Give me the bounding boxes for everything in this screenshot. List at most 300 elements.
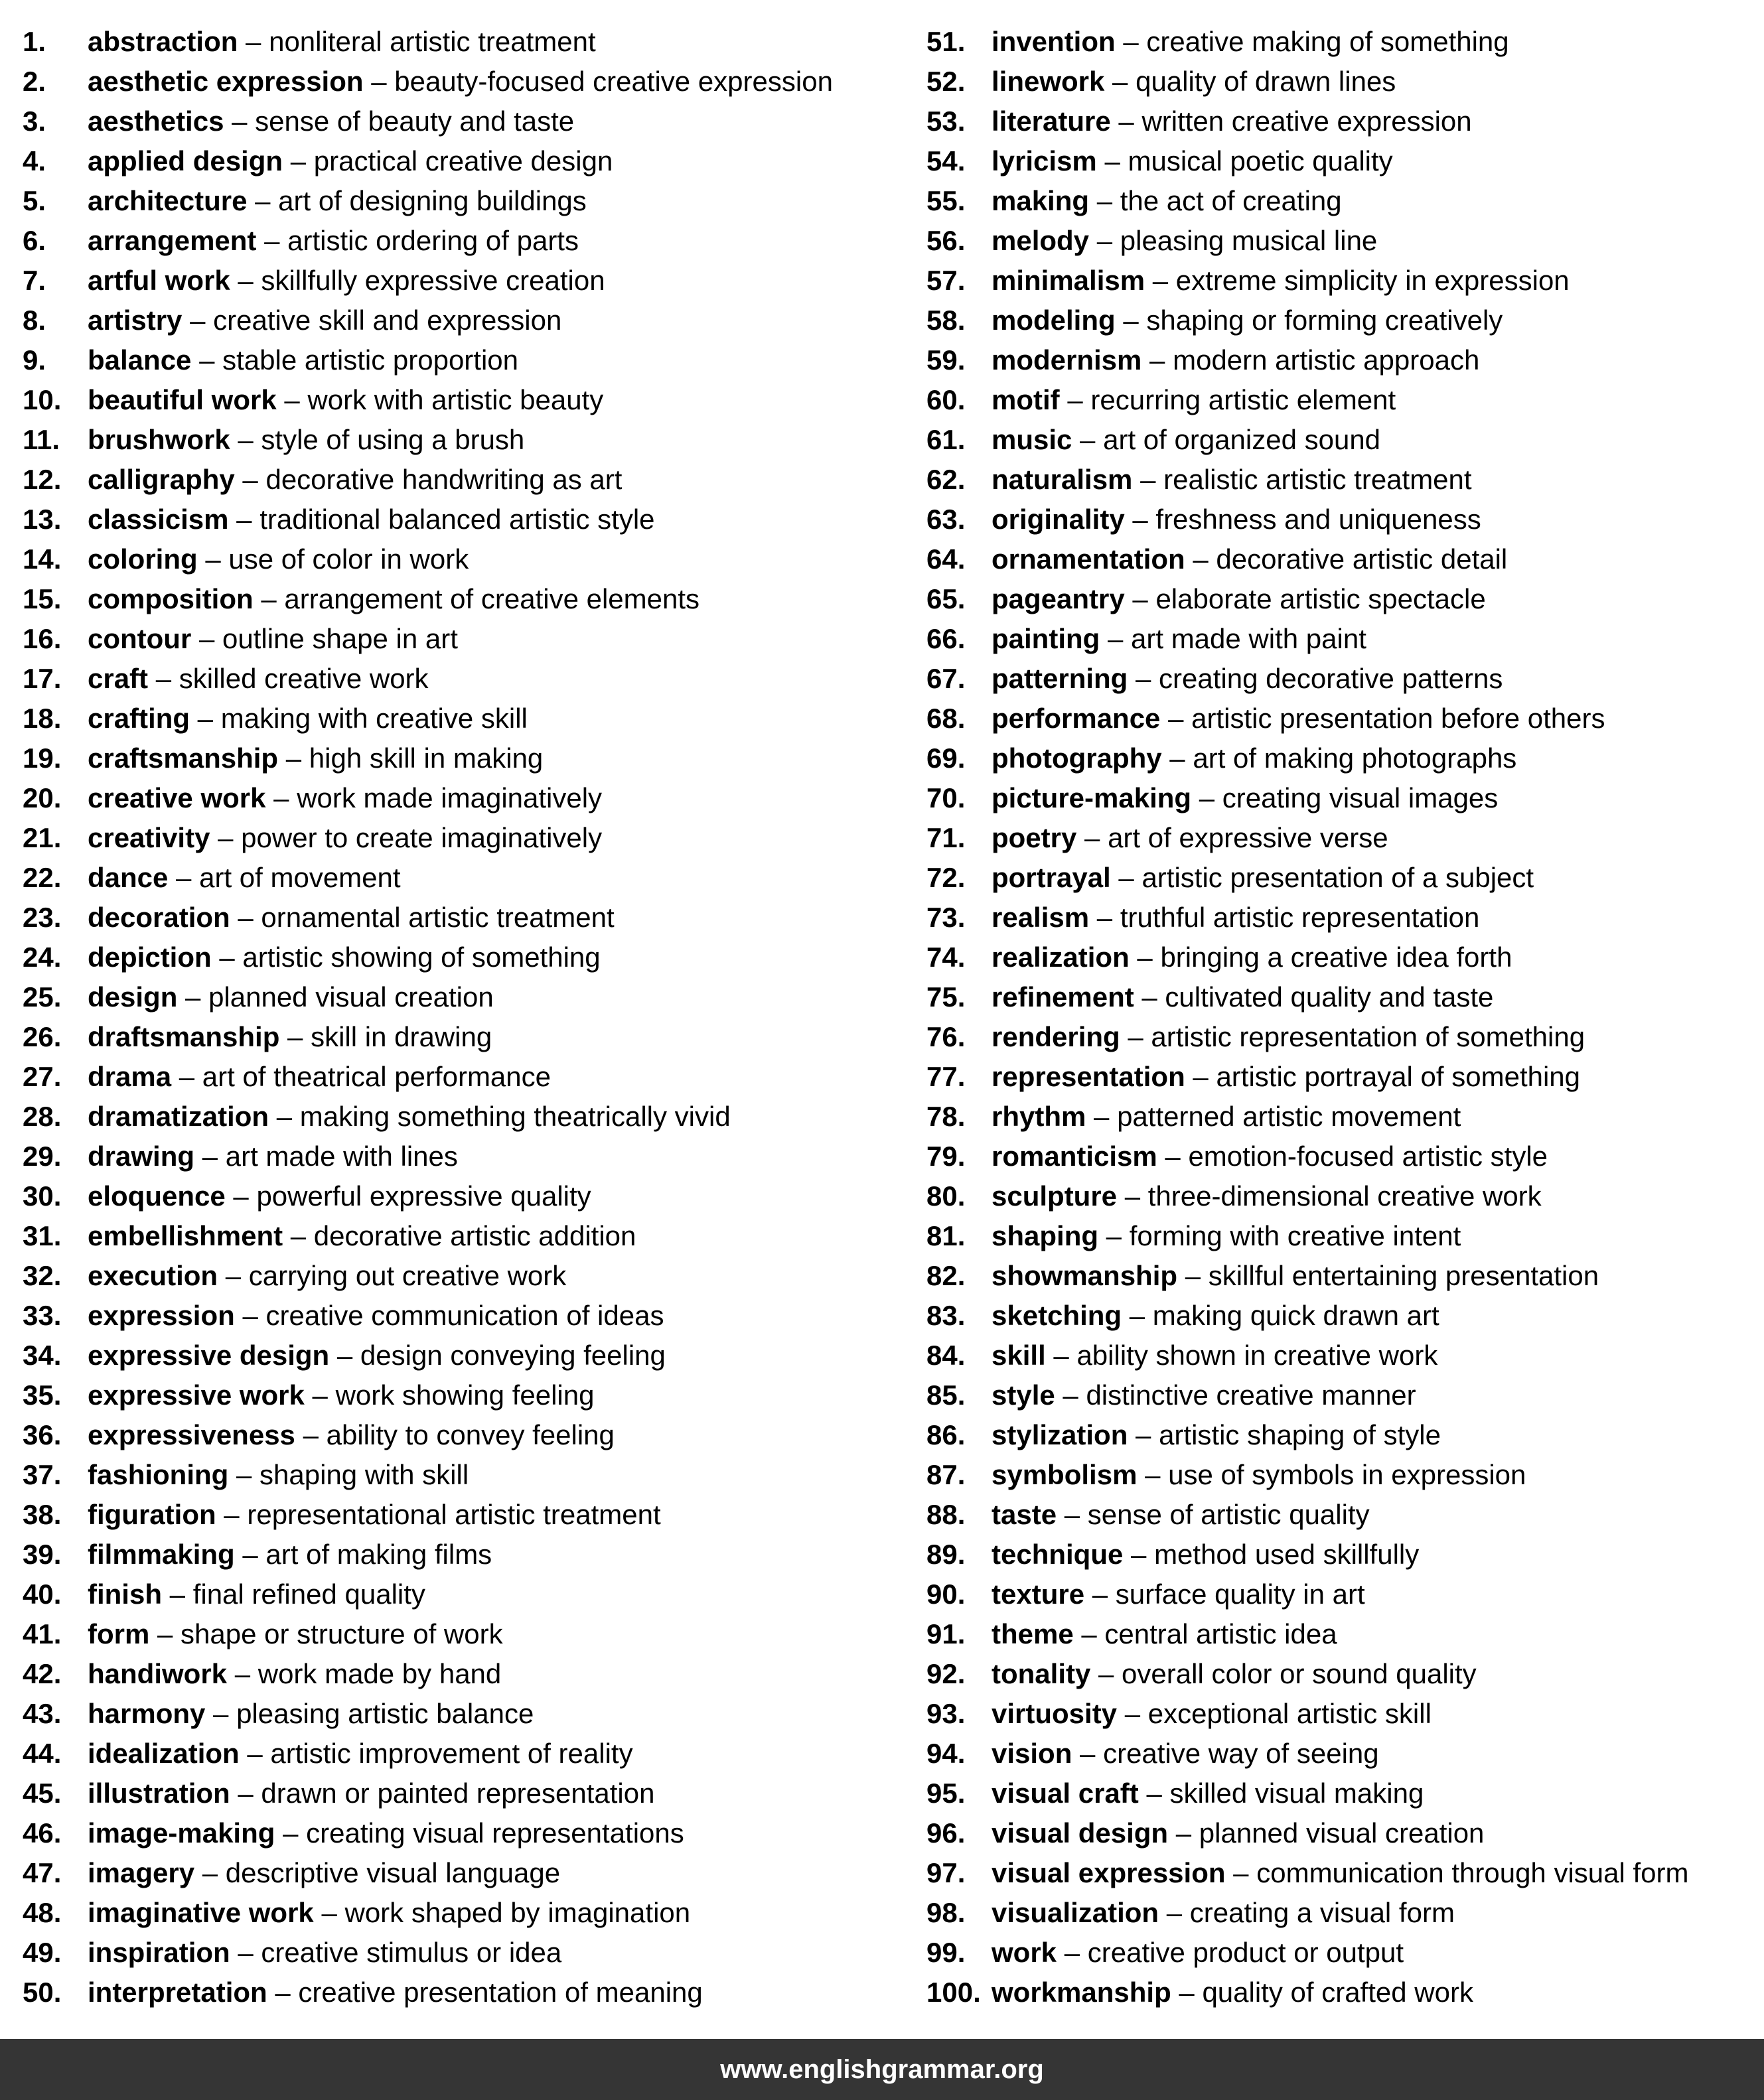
item-term: sculpture <box>992 1180 1118 1212</box>
item-separator: – <box>194 1141 226 1172</box>
item-text <box>992 619 1366 659</box>
item-text <box>992 301 1503 340</box>
item-definition: style of using a brush <box>261 424 525 455</box>
item-term: minimalism <box>992 265 1145 296</box>
item-text <box>992 500 1481 539</box>
item-definition: freshness and uniqueness <box>1155 504 1481 535</box>
item-definition: practical creative design <box>313 145 613 176</box>
item-term: expressive work <box>88 1379 305 1411</box>
item-text <box>88 1973 703 2012</box>
item-separator: – <box>211 942 243 973</box>
item-separator: – <box>1076 822 1108 853</box>
item-text <box>88 261 605 301</box>
item-separator: – <box>230 902 261 933</box>
item-term: calligraphy <box>88 464 235 495</box>
item-separator: – <box>1089 185 1120 216</box>
list-item <box>926 1097 1756 1137</box>
item-definition: the act of creating <box>1120 185 1342 216</box>
item-text <box>88 1734 633 1774</box>
item-separator: – <box>295 1419 327 1450</box>
list-item <box>23 738 899 778</box>
item-term: rhythm <box>992 1101 1086 1132</box>
item-text <box>88 1535 492 1575</box>
item-separator: – <box>1134 981 1165 1013</box>
item-number: 53. <box>926 105 966 137</box>
item-text <box>992 1973 1473 2012</box>
item-number: 17. <box>23 663 62 694</box>
list-item <box>926 1973 1756 2012</box>
item-term: creative work <box>88 782 266 813</box>
item-term: tonality <box>992 1658 1091 1689</box>
item-text <box>88 938 601 977</box>
item-text <box>992 1097 1461 1137</box>
item-number: 72. <box>926 862 966 893</box>
item-separator: – <box>1115 305 1147 336</box>
item-term: execution <box>88 1260 218 1291</box>
list-item <box>926 1893 1756 1933</box>
item-definition: creating a visual form <box>1189 1897 1455 1928</box>
item-definition: decorative artistic detail <box>1216 543 1508 575</box>
item-definition: power to create imaginatively <box>241 822 603 853</box>
item-separator: – <box>1057 1499 1088 1530</box>
list-item <box>926 500 1756 539</box>
item-term: craft <box>88 663 149 694</box>
item-number: 36. <box>23 1419 62 1450</box>
item-separator: – <box>148 663 179 694</box>
item-separator: – <box>191 344 223 376</box>
item-number: 78. <box>926 1101 966 1132</box>
list-item <box>926 659 1756 699</box>
item-text <box>992 1455 1526 1495</box>
item-definition: creating visual representations <box>306 1817 684 1849</box>
item-number: 35. <box>23 1379 62 1411</box>
list-item <box>23 1296 899 1336</box>
item-number: 58. <box>926 305 966 336</box>
list-item <box>926 1137 1756 1176</box>
item-separator: – <box>1090 1658 1122 1689</box>
item-text <box>88 818 602 858</box>
item-definition: artistic ordering of parts <box>287 225 579 256</box>
item-number: 73. <box>926 902 966 933</box>
item-number: 3. <box>23 105 46 137</box>
item-number: 82. <box>926 1260 966 1291</box>
item-definition: drawn or painted representation <box>261 1778 655 1809</box>
item-definition: artistic shaping of style <box>1159 1419 1441 1450</box>
item-text <box>992 579 1486 619</box>
item-number: 86. <box>926 1419 966 1450</box>
item-term: visualization <box>992 1897 1159 1928</box>
item-definition: creative product or output <box>1087 1937 1404 1968</box>
item-term: aesthetic expression <box>88 66 364 97</box>
item-number: 49. <box>23 1937 62 1968</box>
list-item <box>23 22 899 62</box>
list-item <box>926 1256 1756 1296</box>
item-separator: – <box>1124 504 1156 535</box>
item-term: aesthetics <box>88 105 224 137</box>
list-item <box>23 1575 899 1614</box>
item-definition: high skill in making <box>309 742 544 774</box>
item-definition: art of making films <box>265 1539 492 1570</box>
item-term: drama <box>88 1061 172 1092</box>
item-separator: – <box>197 543 229 575</box>
item-separator: – <box>1145 265 1176 296</box>
list-item <box>23 898 899 938</box>
item-term: realization <box>992 942 1130 973</box>
item-term: illustration <box>88 1778 230 1809</box>
item-term: skill <box>992 1340 1046 1371</box>
item-separator: – <box>1185 543 1216 575</box>
item-text <box>992 659 1503 699</box>
item-separator: – <box>149 1618 181 1649</box>
item-text <box>992 938 1512 977</box>
item-term: motif <box>992 384 1060 415</box>
list-item <box>23 1375 899 1415</box>
item-term: artful work <box>88 265 230 296</box>
item-text <box>992 460 1472 500</box>
item-number: 56. <box>926 225 966 256</box>
item-separator: – <box>267 1977 299 2008</box>
item-definition: sense of beauty and taste <box>255 105 575 137</box>
item-separator: – <box>1132 464 1164 495</box>
item-term: painting <box>992 623 1100 654</box>
item-term: romanticism <box>992 1141 1157 1172</box>
item-definition: shaping with skill <box>259 1459 469 1490</box>
item-text <box>88 460 622 500</box>
item-number: 91. <box>926 1618 966 1649</box>
item-definition: skilled creative work <box>179 663 429 694</box>
item-term: handiwork <box>88 1658 228 1689</box>
item-text <box>88 977 494 1017</box>
item-number: 33. <box>23 1300 62 1331</box>
item-term: finish <box>88 1578 162 1610</box>
item-definition: creative stimulus or idea <box>261 1937 562 1968</box>
item-text <box>88 539 469 579</box>
item-definition: creative skill and expression <box>213 305 562 336</box>
item-separator: – <box>1057 1937 1088 1968</box>
item-text <box>88 1654 501 1694</box>
list-item <box>23 141 899 181</box>
list-item <box>926 1375 1756 1415</box>
list-item <box>23 62 899 102</box>
item-text <box>88 1893 690 1933</box>
item-separator: – <box>1117 1698 1148 1729</box>
item-text <box>88 102 574 141</box>
item-definition: ability to convey feeling <box>326 1419 615 1450</box>
item-number: 88. <box>926 1499 966 1530</box>
item-definition: use of symbols in expression <box>1168 1459 1526 1490</box>
item-separator: – <box>313 1897 345 1928</box>
item-definition: work made imaginatively <box>297 782 603 813</box>
item-separator: – <box>1128 663 1159 694</box>
item-definition: elaborate artistic spectacle <box>1155 583 1486 614</box>
item-text <box>88 1933 561 1973</box>
item-text <box>992 1375 1416 1415</box>
item-term: naturalism <box>992 464 1133 495</box>
item-definition: artistic portrayal of something <box>1216 1061 1581 1092</box>
item-number: 59. <box>926 344 966 376</box>
item-separator: – <box>239 1738 271 1769</box>
item-term: drawing <box>88 1141 195 1172</box>
item-separator: – <box>363 66 395 97</box>
item-separator: – <box>225 1180 257 1212</box>
item-text <box>992 699 1605 738</box>
list-item <box>926 1455 1756 1495</box>
list-item <box>926 1495 1756 1535</box>
item-number: 30. <box>23 1180 62 1212</box>
list-item <box>926 1654 1756 1694</box>
item-separator: – <box>283 145 314 176</box>
list-item <box>926 1734 1756 1774</box>
item-definition: making something theatrically vivid <box>299 1101 731 1132</box>
item-text <box>88 1336 666 1375</box>
list-item <box>23 1057 899 1097</box>
item-definition: outline shape in art <box>222 623 458 654</box>
item-definition: pleasing artistic balance <box>236 1698 534 1729</box>
item-definition: art of theatrical performance <box>202 1061 551 1092</box>
item-text <box>88 1415 615 1455</box>
item-term: beautiful work <box>88 384 277 415</box>
list-item <box>926 102 1756 141</box>
item-separator: – <box>1128 1419 1159 1450</box>
list-item <box>926 619 1756 659</box>
item-separator: – <box>1225 1857 1257 1888</box>
list-item <box>926 1296 1756 1336</box>
list-item <box>23 221 899 261</box>
list-item <box>23 1694 899 1734</box>
list-item <box>926 938 1756 977</box>
item-separator: – <box>1115 26 1147 57</box>
list-item <box>23 1176 899 1216</box>
list-item <box>23 1017 899 1057</box>
list-item <box>23 301 899 340</box>
item-text <box>992 1296 1439 1336</box>
item-separator: – <box>1086 1101 1118 1132</box>
item-definition: communication through visual form <box>1256 1857 1689 1888</box>
item-number: 15. <box>23 583 62 614</box>
item-number: 42. <box>23 1658 62 1689</box>
list-item <box>926 1853 1756 1893</box>
item-text <box>992 420 1380 460</box>
item-definition: use of color in work <box>228 543 469 575</box>
item-number: 87. <box>926 1459 966 1490</box>
item-term: poetry <box>992 822 1077 853</box>
item-term: visual expression <box>992 1857 1226 1888</box>
item-number: 6. <box>23 225 46 256</box>
item-term: draftsmanship <box>88 1021 280 1052</box>
list-item <box>926 380 1756 420</box>
item-separator: – <box>1124 583 1156 614</box>
item-separator: – <box>1160 703 1192 734</box>
item-term: embellishment <box>88 1220 283 1251</box>
item-number: 66. <box>926 623 966 654</box>
item-number: 19. <box>23 742 62 774</box>
item-number: 39. <box>23 1539 62 1570</box>
item-term: contour <box>88 623 192 654</box>
item-definition: artistic presentation before others <box>1191 703 1605 734</box>
item-text <box>992 221 1377 261</box>
list-item <box>23 460 899 500</box>
list-item <box>23 1415 899 1455</box>
item-separator: – <box>224 105 256 137</box>
item-number: 57. <box>926 265 966 296</box>
list-item <box>23 778 899 818</box>
list-item <box>23 1097 899 1137</box>
list-item <box>926 1176 1756 1216</box>
item-definition: work made by hand <box>257 1658 502 1689</box>
item-separator: – <box>279 1021 311 1052</box>
item-definition: ability shown in creative work <box>1076 1340 1438 1371</box>
item-term: taste <box>992 1499 1057 1530</box>
item-number: 34. <box>23 1340 62 1371</box>
item-number: 44. <box>23 1738 62 1769</box>
item-separator: – <box>234 1300 266 1331</box>
item-number: 41. <box>23 1618 62 1649</box>
item-number: 64. <box>926 543 966 575</box>
item-definition: arrangement of creative elements <box>284 583 700 614</box>
item-definition: artistic improvement of reality <box>270 1738 633 1769</box>
item-separator: – <box>1129 942 1161 973</box>
item-term: form <box>88 1618 150 1649</box>
item-definition: work showing feeling <box>335 1379 595 1411</box>
list-item <box>926 539 1756 579</box>
item-separator: – <box>1072 1738 1104 1769</box>
list-item <box>23 818 899 858</box>
item-number: 50. <box>23 1977 62 2008</box>
item-separator: – <box>1073 1618 1105 1649</box>
list-item <box>23 500 899 539</box>
item-definition: artistic showing of something <box>242 942 601 973</box>
item-text <box>88 1296 664 1336</box>
item-definition: surface quality in art <box>1115 1578 1365 1610</box>
item-separator: – <box>1110 105 1142 137</box>
list-item <box>926 22 1756 62</box>
list-item <box>926 1774 1756 1813</box>
item-term: dance <box>88 862 169 893</box>
item-term: expression <box>88 1300 235 1331</box>
item-term: refinement <box>992 981 1134 1013</box>
item-term: arrangement <box>88 225 257 256</box>
item-text <box>992 340 1479 380</box>
item-separator: – <box>205 1698 237 1729</box>
list-item <box>926 261 1756 301</box>
item-number: 67. <box>926 663 966 694</box>
item-separator: – <box>1110 862 1142 893</box>
item-text <box>992 1535 1419 1575</box>
item-text <box>88 1813 684 1853</box>
list-item <box>23 1973 899 2012</box>
item-separator: – <box>1055 1379 1086 1411</box>
list-item <box>926 898 1756 938</box>
list-item <box>926 778 1756 818</box>
item-text <box>992 1774 1424 1813</box>
item-text <box>992 1176 1542 1216</box>
item-term: literature <box>992 105 1111 137</box>
item-number: 45. <box>23 1778 62 1809</box>
item-definition: artistic representation of something <box>1151 1021 1585 1052</box>
item-term: visual design <box>992 1817 1169 1849</box>
item-text <box>992 858 1534 898</box>
item-number: 32. <box>23 1260 62 1291</box>
item-separator: – <box>1117 1180 1148 1212</box>
item-separator: – <box>216 1499 248 1530</box>
list-item <box>926 1017 1756 1057</box>
item-text <box>992 1415 1441 1455</box>
item-definition: art of organized sound <box>1103 424 1381 455</box>
list-item <box>926 460 1756 500</box>
item-number: 85. <box>926 1379 966 1411</box>
item-separator: – <box>1084 1578 1116 1610</box>
item-number: 99. <box>926 1937 966 1968</box>
item-text <box>88 62 833 102</box>
item-text <box>88 738 543 778</box>
item-definition: creative way of seeing <box>1103 1738 1379 1769</box>
item-term: decoration <box>88 902 230 933</box>
item-number: 18. <box>23 703 62 734</box>
item-number: 2. <box>23 66 46 97</box>
list-item <box>23 1933 899 1973</box>
item-text <box>88 420 524 460</box>
item-separator: – <box>1168 1817 1199 1849</box>
item-number: 98. <box>926 1897 966 1928</box>
item-definition: art made with paint <box>1131 623 1366 654</box>
item-number: 11. <box>23 424 60 455</box>
list-item <box>926 1535 1756 1575</box>
list-item <box>23 858 899 898</box>
item-definition: creating decorative patterns <box>1159 663 1503 694</box>
item-separator: – <box>304 1379 336 1411</box>
item-number: 23. <box>23 902 62 933</box>
list-item <box>926 579 1756 619</box>
list-item <box>926 340 1756 380</box>
item-text <box>992 1017 1585 1057</box>
item-term: image-making <box>88 1817 275 1849</box>
item-number: 62. <box>926 464 966 495</box>
list-item <box>926 221 1756 261</box>
list-item <box>23 1853 899 1893</box>
item-term: applied design <box>88 145 283 176</box>
item-definition: design conveying feeling <box>360 1340 666 1371</box>
item-definition: making quick drawn art <box>1152 1300 1439 1331</box>
list-item <box>926 181 1756 221</box>
item-number: 69. <box>926 742 966 774</box>
item-definition: art made with lines <box>225 1141 458 1172</box>
item-number: 46. <box>23 1817 62 1849</box>
item-definition: quality of crafted work <box>1202 1977 1473 2008</box>
item-text <box>88 1375 594 1415</box>
item-definition: central artistic idea <box>1104 1618 1337 1649</box>
item-text <box>88 22 596 62</box>
item-text <box>992 977 1493 1017</box>
item-text <box>992 1495 1370 1535</box>
item-number: 90. <box>926 1578 966 1610</box>
list-item <box>926 858 1756 898</box>
item-term: work <box>992 1937 1057 1968</box>
list-item <box>926 1575 1756 1614</box>
item-term: expressive design <box>88 1340 330 1371</box>
item-number: 68. <box>926 703 966 734</box>
item-number: 8. <box>23 305 46 336</box>
item-separator: – <box>283 1220 314 1251</box>
item-text <box>88 1694 534 1734</box>
item-text <box>992 1893 1455 1933</box>
item-text <box>992 102 1472 141</box>
item-number: 9. <box>23 344 46 376</box>
item-definition: work shaped by imagination <box>344 1897 691 1928</box>
list-item <box>23 102 899 141</box>
item-number: 14. <box>23 543 62 575</box>
list-item <box>926 818 1756 858</box>
list-item <box>23 659 899 699</box>
